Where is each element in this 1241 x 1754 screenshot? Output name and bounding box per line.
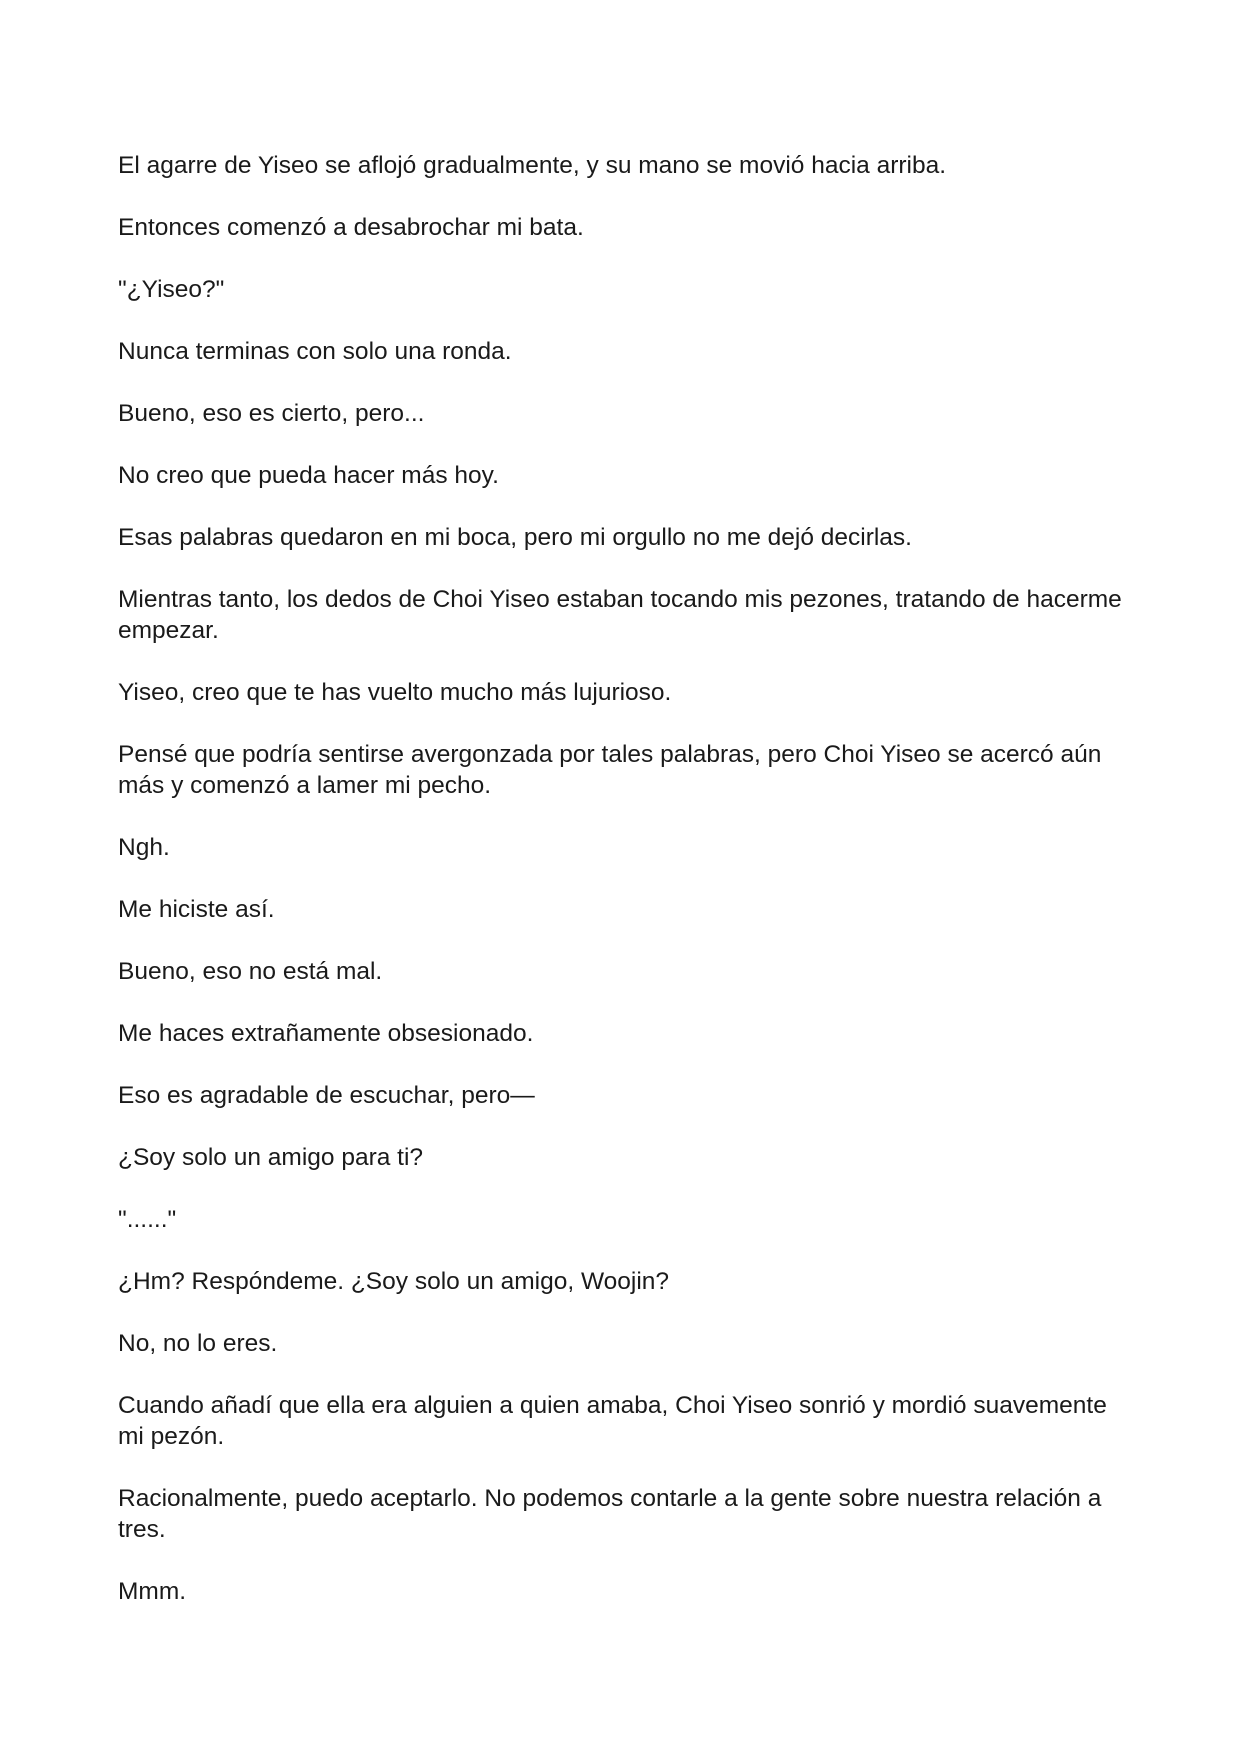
paragraph: Mientras tanto, los dedos de Choi Yiseo estaban tocando mis pezones, tratando de hacerme empezar. (118, 586, 1129, 644)
paragraph: Racionalmente, puedo aceptarlo. No podemos contarle a la gente sobre nuestra relación a tres. (118, 1485, 1109, 1543)
paragraph: Pensé que podría sentirse avergonzada por tales palabras, pero Choi Yiseo se acercó aún más y comenzó a lamer mi pecho. (118, 741, 1109, 799)
paragraph: "......" (118, 1206, 177, 1233)
paragraph: ¿Soy solo un amigo para ti? (118, 1144, 424, 1171)
paragraph: El agarre de Yiseo se aflojó gradualmente, y su mano se movió hacia arriba. (118, 152, 947, 179)
paragraph: Me hiciste así. (118, 896, 275, 923)
paragraph: "¿Yiseo?" (118, 276, 225, 303)
paragraph: Ngh. (118, 834, 170, 861)
paragraph: Yiseo, creo que te has vuelto mucho más lujurioso. (118, 679, 672, 706)
paragraph: Bueno, eso es cierto, pero... (118, 400, 425, 427)
paragraph: Bueno, eso no está mal. (118, 958, 383, 985)
paragraph: Cuando añadí que ella era alguien a quien amaba, Choi Yiseo sonrió y mordió suavemente mi pezón. (118, 1392, 1114, 1450)
paragraph: No creo que pueda hacer más hoy. (118, 462, 499, 489)
body-text (118, 150, 1128, 1638)
paragraph: Nunca terminas con solo una ronda. (118, 338, 512, 365)
paragraph: Me haces extrañamente obsesionado. (118, 1020, 534, 1047)
paragraph: Entonces comenzó a desabrochar mi bata. (118, 214, 584, 241)
paragraph: Mmm. (118, 1578, 187, 1605)
paragraph: ¿Hm? Respóndeme. ¿Soy solo un amigo, Woojin? (118, 1268, 670, 1295)
paragraph: Eso es agradable de escuchar, pero— (118, 1082, 535, 1109)
paragraph: Esas palabras quedaron en mi boca, pero mi orgullo no me dejó decirlas. (118, 524, 912, 551)
paragraph: No, no lo eres. (118, 1330, 278, 1357)
